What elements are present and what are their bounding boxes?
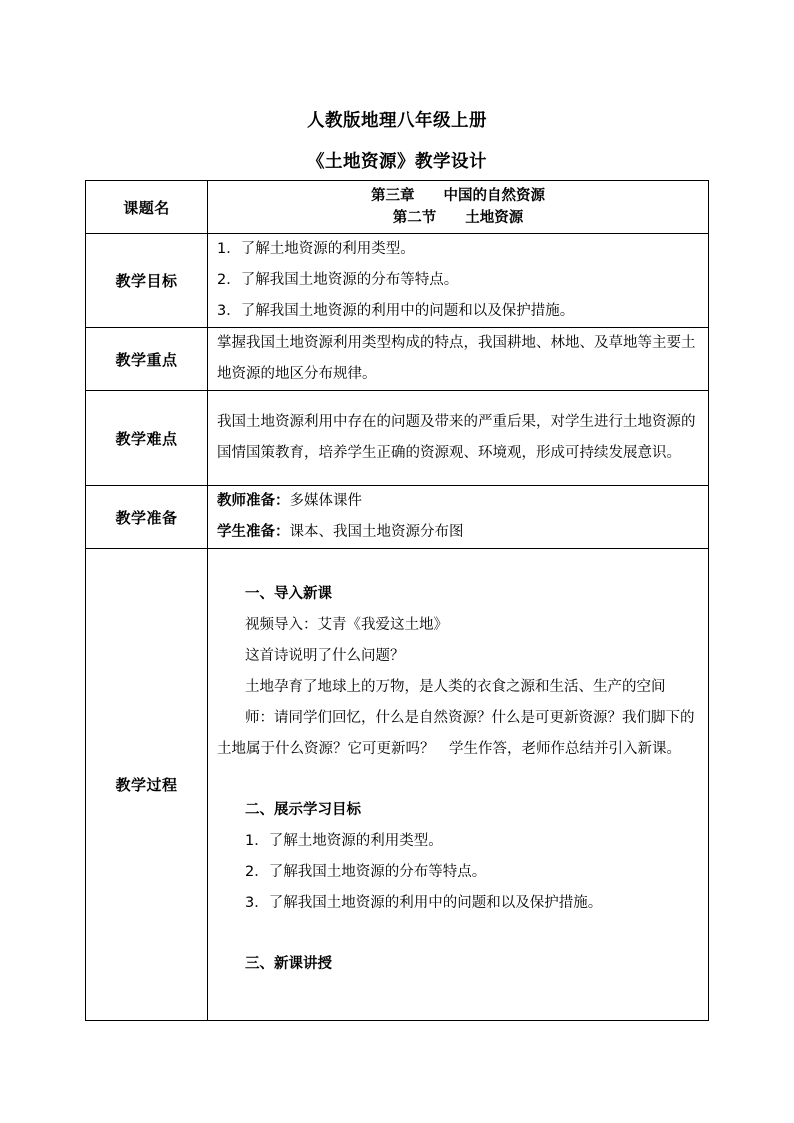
objective-item: 2．了解我国土地资源的分布等特点。 [217, 272, 459, 288]
difficulties-text: 我国土地资源利用中存在的问题及带来的严重后果，对学生进行土地资源的国情国策教育，培养学生正确的资源观、环境观，形成可持续发展意识。 [208, 391, 709, 486]
process-text: 这首诗说明了什么问题？ [245, 648, 405, 664]
label-process: 教学过程 [86, 549, 208, 1021]
objective-item: 1．了解土地资源的利用类型。 [217, 241, 415, 257]
process-cell [208, 549, 709, 1021]
process-paragraph: 师：请同学们回忆，什么是自然资源？什么是可更新资源？我们脚下的土地属于什么资源？它可更新吗？ 学生作答，老师作总结并引入新课。 [217, 710, 695, 757]
label-topic: 课题名 [86, 181, 208, 234]
objective-item: 1．了解土地资源的利用类型。 [245, 833, 443, 849]
student-preparation: 学生准备：课本、我国土地资源分布图 [217, 524, 464, 540]
teacher-preparation: 教师准备：多媒体课件 [217, 493, 362, 509]
process-paragraph: 土地孕育了地球上的万物，是人类的衣食之源和生活、生产的空间 [245, 679, 666, 695]
preparation-cell [208, 486, 709, 549]
key-points-text: 掌握我国土地资源利用类型构成的特点，我国耕地、林地、及草地等主要土地资源的地区分布规律。 [208, 328, 709, 391]
process-text: 视频导入：艾青《我爱这土地》 [245, 617, 448, 633]
row-key-points [86, 328, 709, 391]
lesson-plan-table [85, 180, 709, 1021]
section-heading: 三、新课讲授 [245, 956, 332, 972]
document-title: 人教版地理八年级上册 [307, 111, 487, 131]
topic-section: 第二节 土地资源 [392, 210, 524, 226]
document-subtitle: 《土地资源》教学设计 [307, 152, 487, 172]
row-objectives [86, 234, 709, 328]
row-topic [86, 181, 709, 234]
section-heading: 一、导入新课 [245, 586, 332, 602]
row-difficulties [86, 391, 709, 486]
label-preparation: 教学准备 [86, 486, 208, 549]
objective-item: 2．了解我国土地资源的分布等特点。 [245, 864, 487, 880]
label-key-points: 教学重点 [86, 328, 208, 391]
topic-chapter: 第三章 中国的自然资源 [371, 188, 545, 204]
row-process [86, 549, 709, 1021]
label-difficulties: 教学难点 [86, 391, 208, 486]
objective-item: 3．了解我国土地资源的利用中的问题和以及保护措施。 [217, 303, 575, 319]
objective-item: 3．了解我国土地资源的利用中的问题和以及保护措施。 [245, 895, 603, 911]
label-objectives: 教学目标 [86, 234, 208, 328]
section-heading: 二、展示学习目标 [245, 802, 361, 818]
objectives-cell [208, 234, 709, 328]
row-preparation [86, 486, 709, 549]
topic-cell [208, 181, 709, 234]
